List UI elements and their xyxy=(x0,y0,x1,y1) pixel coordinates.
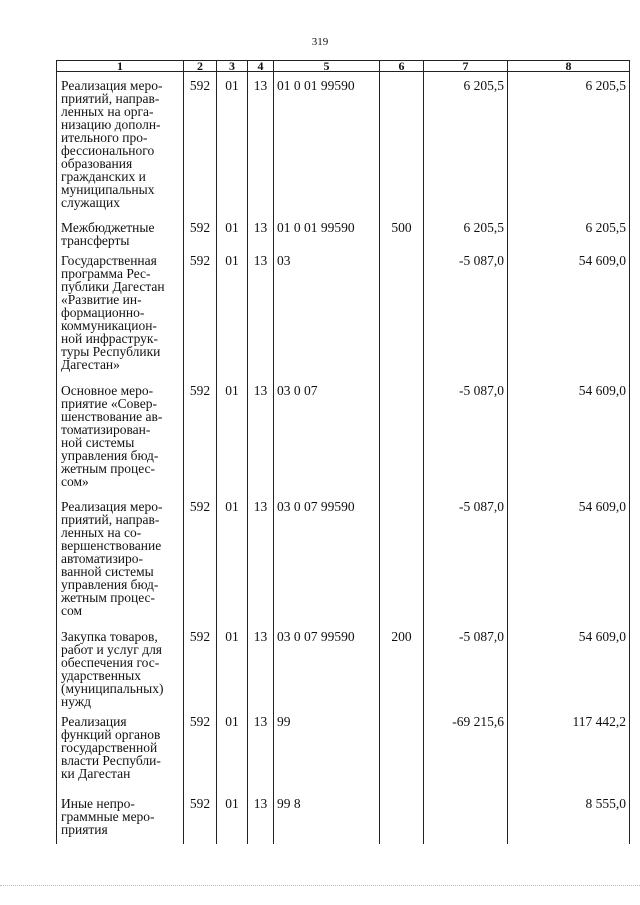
expense-name-text: Реализация меро- приятий, направ- ленных на со- вершенствование автоматизиро- ванной системы управления бюд- жетным процес- сом xyxy=(61,498,163,618)
amount-change xyxy=(424,247,508,377)
column-header-3: 3 xyxy=(217,61,248,72)
target-article-code-text: 99 xyxy=(277,713,291,729)
amount-total-text: 54 609,0 xyxy=(578,498,626,514)
ministry-code xyxy=(184,623,217,708)
ministry-code-text: 592 xyxy=(189,498,211,514)
expense-type-code xyxy=(380,377,424,493)
section-code-text: 01 xyxy=(225,628,239,644)
amount-change-text: -5 087,0 xyxy=(459,498,504,514)
expense-name-text: Закупка товаров, работ и услуг для обеспечения гос- ударственных (муниципальных) нужд xyxy=(61,628,164,709)
column-header-4: 4 xyxy=(248,61,274,72)
target-article-code xyxy=(274,214,380,247)
target-article-code xyxy=(274,72,380,214)
column-header-8: 8 xyxy=(508,61,630,72)
expense-name xyxy=(57,790,184,844)
table-row xyxy=(57,623,630,708)
amount-change-text: 6 205,5 xyxy=(463,219,504,235)
amount-total xyxy=(508,790,630,844)
amount-total xyxy=(508,493,630,623)
ministry-code xyxy=(184,493,217,623)
subsection-code xyxy=(248,493,274,623)
expense-name-text: Основное меро- приятие «Совер- шенствование ав- томатизирован- ной системы управления бюд- жетным процес- сом» xyxy=(61,382,163,489)
ministry-code xyxy=(184,247,217,377)
ministry-code-text: 592 xyxy=(189,795,211,811)
column-header-2: 2 xyxy=(184,61,217,72)
expense-name-text: Государственная программа Рес- публики Дагестан «Развитие ин- формационно- коммуникацион- ной инфраструк- туры Республики Дагестан» xyxy=(61,252,165,372)
table-row xyxy=(57,790,630,844)
expense-name xyxy=(57,377,184,493)
target-article-code-text: 03 xyxy=(277,252,291,268)
page-number: 319 xyxy=(311,36,329,48)
amount-total xyxy=(508,623,630,708)
ministry-code-text: 592 xyxy=(189,382,211,398)
subsection-code-text: 13 xyxy=(253,382,268,398)
column-header-5: 5 xyxy=(274,61,380,72)
amount-total-text: 54 609,0 xyxy=(578,628,626,644)
amount-total xyxy=(508,377,630,493)
subsection-code-text: 13 xyxy=(253,795,268,811)
amount-change xyxy=(424,493,508,623)
target-article-code xyxy=(274,377,380,493)
target-article-code xyxy=(274,247,380,377)
ministry-code-text: 592 xyxy=(189,713,211,729)
subsection-code-text: 13 xyxy=(253,628,268,644)
target-article-code-text: 99 8 xyxy=(277,795,301,811)
section-code xyxy=(217,72,248,214)
amount-total-text: 6 205,5 xyxy=(585,78,626,93)
amount-change xyxy=(424,214,508,247)
column-header-1: 1 xyxy=(57,61,184,72)
subsection-code xyxy=(248,72,274,214)
amount-total xyxy=(508,708,630,790)
section-code-text: 01 xyxy=(225,382,239,398)
amount-change xyxy=(424,72,508,214)
target-article-code-text: 03 0 07 99590 xyxy=(277,628,355,644)
ministry-code-text: 592 xyxy=(189,78,211,93)
target-article-code-text: 01 0 01 99590 xyxy=(277,78,355,93)
subsection-code xyxy=(248,708,274,790)
subsection-code xyxy=(248,790,274,844)
section-code-text: 01 xyxy=(225,78,239,93)
subsection-code-text: 13 xyxy=(253,498,268,514)
expense-name-text: Иные непро- граммные меро- приятия xyxy=(61,795,155,837)
expense-type-code xyxy=(380,72,424,214)
ministry-code xyxy=(184,214,217,247)
section-code-text: 01 xyxy=(225,252,239,268)
section-code-text: 01 xyxy=(225,713,239,729)
subsection-code-text: 13 xyxy=(253,713,268,729)
expense-type-code xyxy=(380,493,424,623)
target-article-code xyxy=(274,493,380,623)
target-article-code xyxy=(274,790,380,844)
ministry-code xyxy=(184,790,217,844)
amount-total-text: 54 609,0 xyxy=(578,382,626,398)
target-article-code-text: 03 0 07 xyxy=(277,382,318,398)
expense-name-text: Реализация меро- приятий, направ- ленных на орга- низацию дополн- ительного про- фессионального образования гражданских и муниципальных служащих xyxy=(61,78,163,210)
amount-total xyxy=(508,72,630,214)
expense-type-code xyxy=(380,214,424,247)
table-row xyxy=(57,214,630,247)
subsection-code xyxy=(248,377,274,493)
amount-change-text: -5 087,0 xyxy=(459,628,504,644)
section-code xyxy=(217,247,248,377)
budget-table xyxy=(56,60,630,844)
expense-name xyxy=(57,623,184,708)
expense-name xyxy=(57,493,184,623)
subsection-code-text: 13 xyxy=(253,219,268,235)
target-article-code-text: 03 0 07 99590 xyxy=(277,498,355,514)
column-header-7: 7 xyxy=(424,61,508,72)
target-article-code xyxy=(274,623,380,708)
amount-total-text: 8 555,0 xyxy=(585,795,626,811)
section-code xyxy=(217,790,248,844)
ministry-code-text: 592 xyxy=(189,219,211,235)
amount-change xyxy=(424,623,508,708)
ministry-code-text: 592 xyxy=(189,628,211,644)
subsection-code xyxy=(248,214,274,247)
amount-change xyxy=(424,790,508,844)
expense-name-text: Межбюджетные трансферты xyxy=(61,219,155,248)
amount-total xyxy=(508,247,630,377)
ministry-code-text: 592 xyxy=(189,252,211,268)
amount-total-text: 54 609,0 xyxy=(578,252,626,268)
table-row xyxy=(57,708,630,790)
target-article-code-text: 01 0 01 99590 xyxy=(277,219,355,235)
expense-name xyxy=(57,72,184,214)
amount-total-text: 117 442,2 xyxy=(572,713,626,729)
expense-type-code xyxy=(380,623,424,708)
header-row xyxy=(57,61,630,72)
table-row xyxy=(57,377,630,493)
amount-change xyxy=(424,708,508,790)
amount-change-text: -5 087,0 xyxy=(459,382,504,398)
amount-change xyxy=(424,377,508,493)
expense-type-code xyxy=(380,708,424,790)
amount-total xyxy=(508,214,630,247)
target-article-code xyxy=(274,708,380,790)
section-code-text: 01 xyxy=(225,795,239,811)
ministry-code xyxy=(184,72,217,214)
section-code xyxy=(217,377,248,493)
ministry-code xyxy=(184,377,217,493)
bottom-dotted-rule xyxy=(0,885,640,886)
expense-type-code xyxy=(380,247,424,377)
amount-change-text: -5 087,0 xyxy=(459,252,504,268)
amount-change-text: 6 205,5 xyxy=(463,78,504,93)
subsection-code-text: 13 xyxy=(253,252,268,268)
expense-type-code-text: 200 xyxy=(391,628,412,644)
expense-name xyxy=(57,247,184,377)
expense-type-code-text: 500 xyxy=(391,219,412,235)
subsection-code-text: 13 xyxy=(253,78,268,93)
section-code-text: 01 xyxy=(225,219,239,235)
subsection-code xyxy=(248,247,274,377)
section-code xyxy=(217,214,248,247)
expense-name xyxy=(57,708,184,790)
table-row xyxy=(57,493,630,623)
table-row xyxy=(57,247,630,377)
section-code-text: 01 xyxy=(225,498,239,514)
section-code xyxy=(217,708,248,790)
table-row xyxy=(57,72,630,214)
section-code xyxy=(217,623,248,708)
subsection-code xyxy=(248,623,274,708)
expense-type-code xyxy=(380,790,424,844)
amount-total-text: 6 205,5 xyxy=(585,219,626,235)
column-header-6: 6 xyxy=(380,61,424,72)
amount-change-text: -69 215,6 xyxy=(452,713,504,729)
section-code xyxy=(217,493,248,623)
expense-name xyxy=(57,214,184,247)
ministry-code xyxy=(184,708,217,790)
expense-name-text: Реализация функций органов государственной власти Республи- ки Дагестан xyxy=(61,713,161,781)
